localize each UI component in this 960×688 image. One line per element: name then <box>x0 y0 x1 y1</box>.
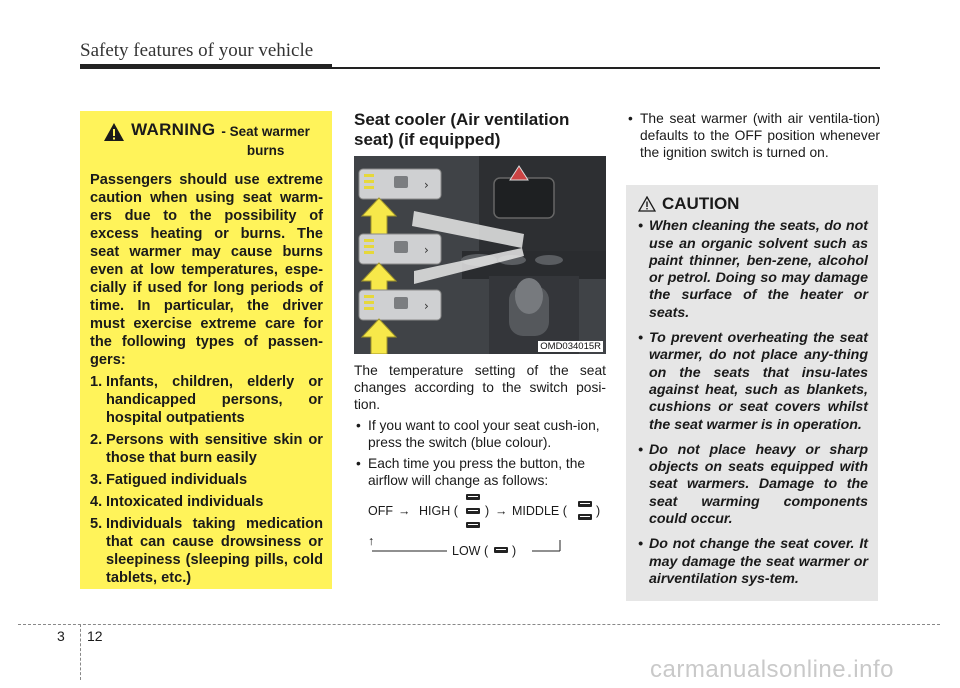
bullet-item: • The seat warmer (with air ventila-tion) defaults to the OFF position whenever the ignition switch is turned on. <box>628 111 880 160</box>
warning-box <box>80 111 332 589</box>
bullet-item: • If you want to cool your seat cush-ion, press the switch (blue colour). <box>356 418 600 450</box>
flow-off: OFF <box>368 504 393 518</box>
console-illustration <box>354 156 606 354</box>
seat-ventilation-icon <box>466 492 480 502</box>
caution-item: • When cleaning the seats, do not use an organic solvent such as paint thinner, ben-zene, alcohol or petrol. Doing so may damage the surface of the heater or seats. <box>638 218 868 321</box>
airflow-sequence-diagram <box>364 490 614 565</box>
svg-text:›: › <box>424 243 429 257</box>
seat-ventilation-icon <box>466 520 480 530</box>
caution-heading <box>638 195 868 212</box>
list-item: 4. Intoxicated individuals <box>90 494 264 510</box>
list-item: 3. Fatigued individuals <box>90 472 248 488</box>
flow-close: ) <box>596 504 601 518</box>
list-item: 5. Individuals taking medication that can cause drowsiness or sleepiness (sleeping pills, cold tablets, etc.) <box>90 516 323 586</box>
seat-ventilation-icon <box>494 545 508 555</box>
warning-heading <box>90 121 323 159</box>
flow-low: LOW ( <box>452 544 489 558</box>
flow-high: HIGH ( <box>419 504 458 518</box>
photo-code: OMD034015R <box>540 341 601 352</box>
page-number: 12 <box>87 628 103 644</box>
paragraph: The temperature setting of the seat changes according to the switch posi-tion. <box>354 363 606 412</box>
caution-triangle-icon <box>638 196 656 212</box>
caution-item: • Do not place heavy or sharp objects on seats equipped with seat warmers. Damage to the seat warming components could occur. <box>638 441 868 528</box>
warning-intro: Passengers should use extreme caution when using seat warm-ers due to the possibility of excess heating or burns. The seat warmer may cause burns even at low temperatures, espe-cially if used for long periods of time. In particular, the driver must exercise extreme care for the following types of passen-gers: <box>90 172 323 368</box>
caution-label: CAUTION <box>662 194 740 213</box>
svg-text:›: › <box>424 299 429 313</box>
list-item: 2. Persons with sensitive skin or those that burn easily <box>90 432 323 466</box>
watermark: carmanualsonline.info <box>650 656 894 683</box>
seat-switch-panel-2 <box>359 234 441 264</box>
flow-middle: MIDDLE ( <box>512 504 567 518</box>
chapter-number: 3 <box>57 628 65 644</box>
section-title: Safety features of your vehicle <box>80 40 314 61</box>
seat-switch-panel-3 <box>359 290 441 320</box>
seat-switch-panel-1 <box>359 169 441 199</box>
body-text <box>354 362 606 493</box>
flow-arrow: → <box>398 504 411 518</box>
warning-subtitle: - Seat warmer <box>221 124 310 139</box>
header-rule <box>80 67 880 69</box>
right-bullet <box>626 110 880 165</box>
warning-triangle-icon <box>103 122 125 142</box>
footer-rule <box>18 624 940 625</box>
flow-arrow: → <box>495 504 508 518</box>
page-title: Seat cooler (Air ventilation seat) (if equipped) <box>354 110 570 149</box>
warning-subtitle-cont: burns <box>246 143 285 158</box>
warning-label: WARNING <box>131 120 216 139</box>
flow-return-arrow: ↑ <box>368 534 375 548</box>
flow-close: ) <box>512 544 517 558</box>
seat-ventilation-icon <box>578 512 592 522</box>
console-photo <box>354 156 606 354</box>
footer-divider <box>80 624 81 680</box>
list-item: 1. Infants, children, elderly or handicapped persons, or hospital outpatients <box>90 374 323 426</box>
caution-item: • Do not change the seat cover. It may damage the seat warmer or airventilation sys-tem. <box>638 536 868 587</box>
seat-ventilation-icon <box>466 506 480 516</box>
bullet-item: • Each time you press the button, the airflow will change as follows: <box>356 456 586 488</box>
caution-box <box>626 185 878 601</box>
flow-close: ) <box>485 504 490 518</box>
warning-list <box>90 373 323 587</box>
caution-item: • To prevent overheating the seat warmer, do not place any-thing on the seats that insu-lates against heat, such as blankets, cushions or seat covers whilst the seat warmer is in operation. <box>638 330 868 433</box>
svg-text:›: › <box>424 178 429 192</box>
seat-ventilation-icon <box>578 499 592 509</box>
